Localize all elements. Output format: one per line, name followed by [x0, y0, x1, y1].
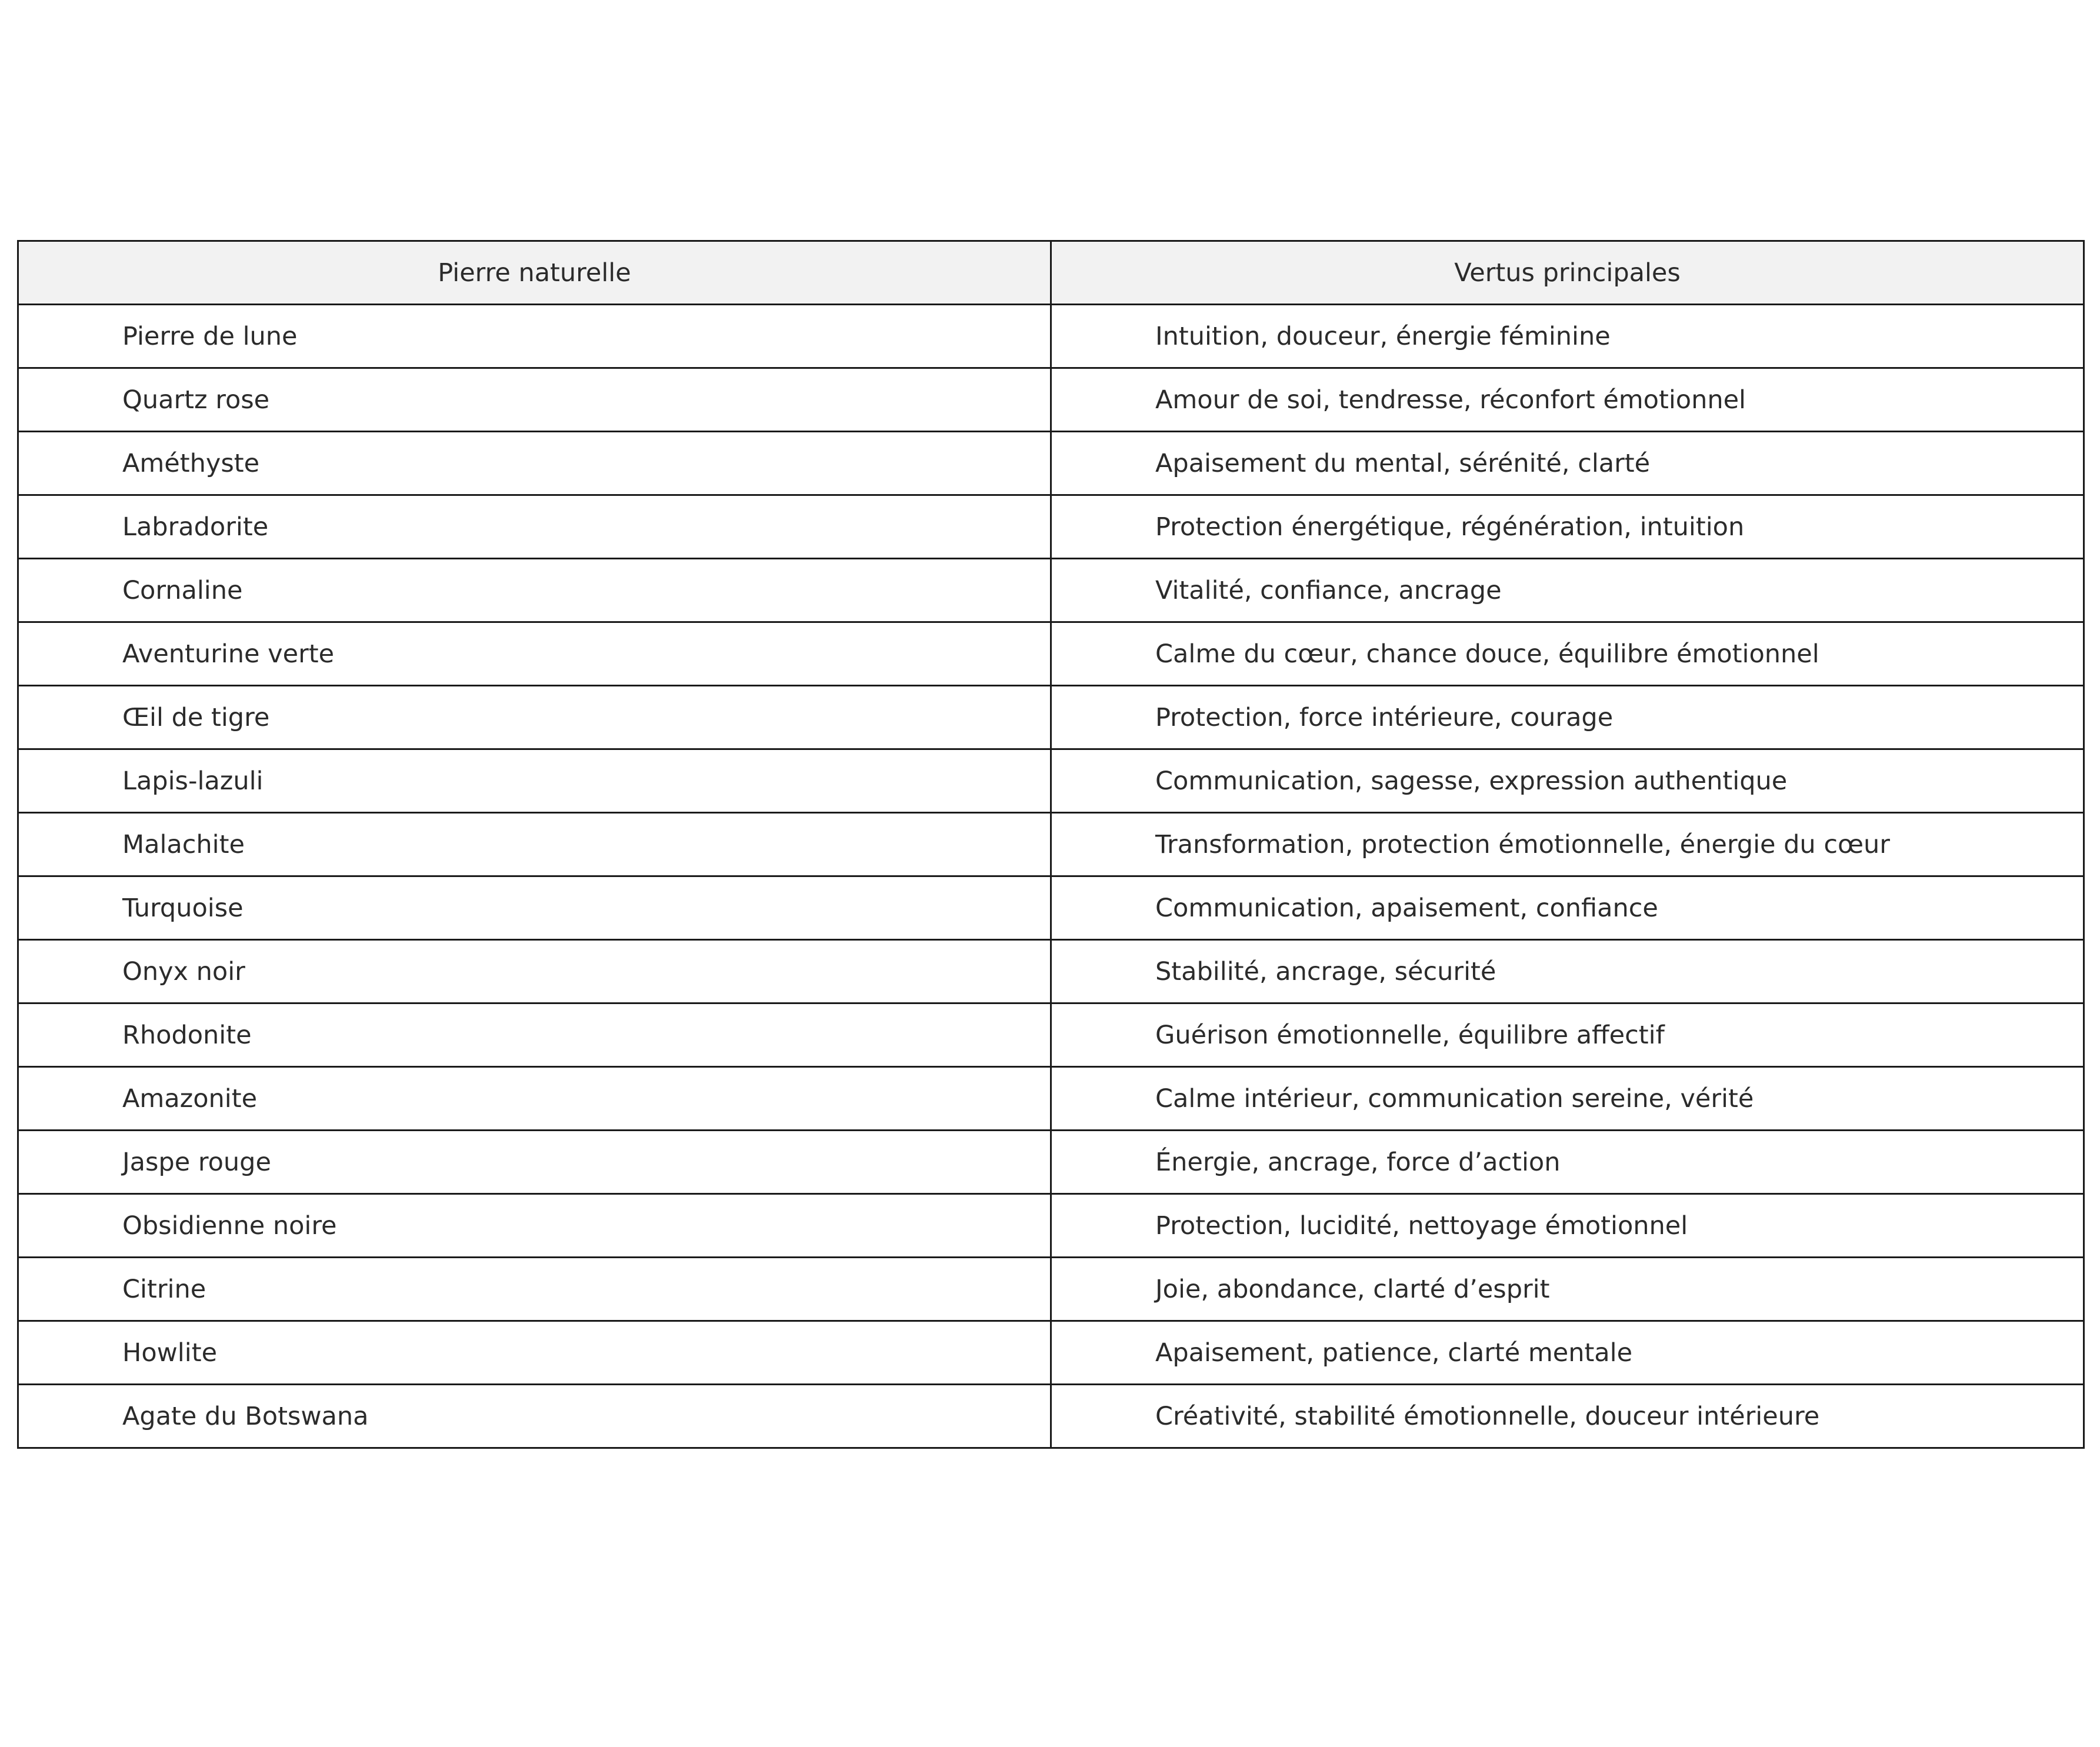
table-row: [18, 495, 2084, 559]
virtues-cell: Guérison émotionnelle, équilibre affectif: [1051, 1003, 2084, 1067]
header-virtues: Vertus principales: [1051, 241, 2084, 305]
table-row: [18, 622, 2084, 686]
table-row: [18, 876, 2084, 940]
stone-cell: Onyx noir: [18, 940, 1051, 1003]
virtues-cell: Créativité, stabilité émotionnelle, douceur intérieure: [1051, 1385, 2084, 1448]
stone-cell: Pierre de lune: [18, 305, 1051, 368]
table-row: [18, 368, 2084, 432]
virtues-cell: Communication, sagesse, expression authentique: [1051, 749, 2084, 813]
stone-cell: Labradorite: [18, 495, 1051, 559]
virtues-cell: Protection énergétique, régénération, intuition: [1051, 495, 2084, 559]
stone-cell: Amazonite: [18, 1067, 1051, 1131]
stone-cell: Jaspe rouge: [18, 1131, 1051, 1194]
virtues-cell: Apaisement du mental, sérénité, clarté: [1051, 432, 2084, 495]
virtues-cell: Énergie, ancrage, force d’action: [1051, 1131, 2084, 1194]
virtues-cell: Protection, force intérieure, courage: [1051, 686, 2084, 749]
virtues-cell: Calme intérieur, communication sereine, vérité: [1051, 1067, 2084, 1131]
table-row: [18, 1067, 2084, 1131]
table-row: [18, 813, 2084, 876]
table-row: [18, 1385, 2084, 1448]
stone-cell: Améthyste: [18, 432, 1051, 495]
virtues-cell: Stabilité, ancrage, sécurité: [1051, 940, 2084, 1003]
table-row: [18, 1003, 2084, 1067]
stone-cell: Agate du Botswana: [18, 1385, 1051, 1448]
virtues-cell: Transformation, protection émotionnelle, énergie du cœur: [1051, 813, 2084, 876]
table-row: [18, 686, 2084, 749]
virtues-cell: Apaisement, patience, clarté mentale: [1051, 1321, 2084, 1385]
stone-cell: Howlite: [18, 1321, 1051, 1385]
stone-cell: Obsidienne noire: [18, 1194, 1051, 1258]
virtues-cell: Calme du cœur, chance douce, équilibre émotionnel: [1051, 622, 2084, 686]
virtues-cell: Intuition, douceur, énergie féminine: [1051, 305, 2084, 368]
stones-table-container: [17, 240, 2083, 1449]
table-row: [18, 305, 2084, 368]
stone-cell: Cornaline: [18, 559, 1051, 622]
table-row: [18, 1131, 2084, 1194]
table-row: [18, 749, 2084, 813]
virtues-cell: Communication, apaisement, confiance: [1051, 876, 2084, 940]
virtues-cell: Joie, abondance, clarté d’esprit: [1051, 1258, 2084, 1321]
table-row: [18, 1258, 2084, 1321]
virtues-cell: Amour de soi, tendresse, réconfort émotionnel: [1051, 368, 2084, 432]
stone-cell: Malachite: [18, 813, 1051, 876]
table-row: [18, 432, 2084, 495]
stone-cell: Lapis-lazuli: [18, 749, 1051, 813]
table-row: [18, 1321, 2084, 1385]
virtues-cell: Vitalité, confiance, ancrage: [1051, 559, 2084, 622]
virtues-cell: Protection, lucidité, nettoyage émotionnel: [1051, 1194, 2084, 1258]
stone-cell: Aventurine verte: [18, 622, 1051, 686]
table-row: [18, 940, 2084, 1003]
stone-cell: Rhodonite: [18, 1003, 1051, 1067]
stone-cell: Quartz rose: [18, 368, 1051, 432]
stone-cell: Œil de tigre: [18, 686, 1051, 749]
table-header-row: [18, 241, 2084, 305]
stone-cell: Turquoise: [18, 876, 1051, 940]
table-row: [18, 559, 2084, 622]
stone-cell: Citrine: [18, 1258, 1051, 1321]
header-stone: Pierre naturelle: [18, 241, 1051, 305]
stones-table: [17, 240, 2085, 1449]
table-row: [18, 1194, 2084, 1258]
